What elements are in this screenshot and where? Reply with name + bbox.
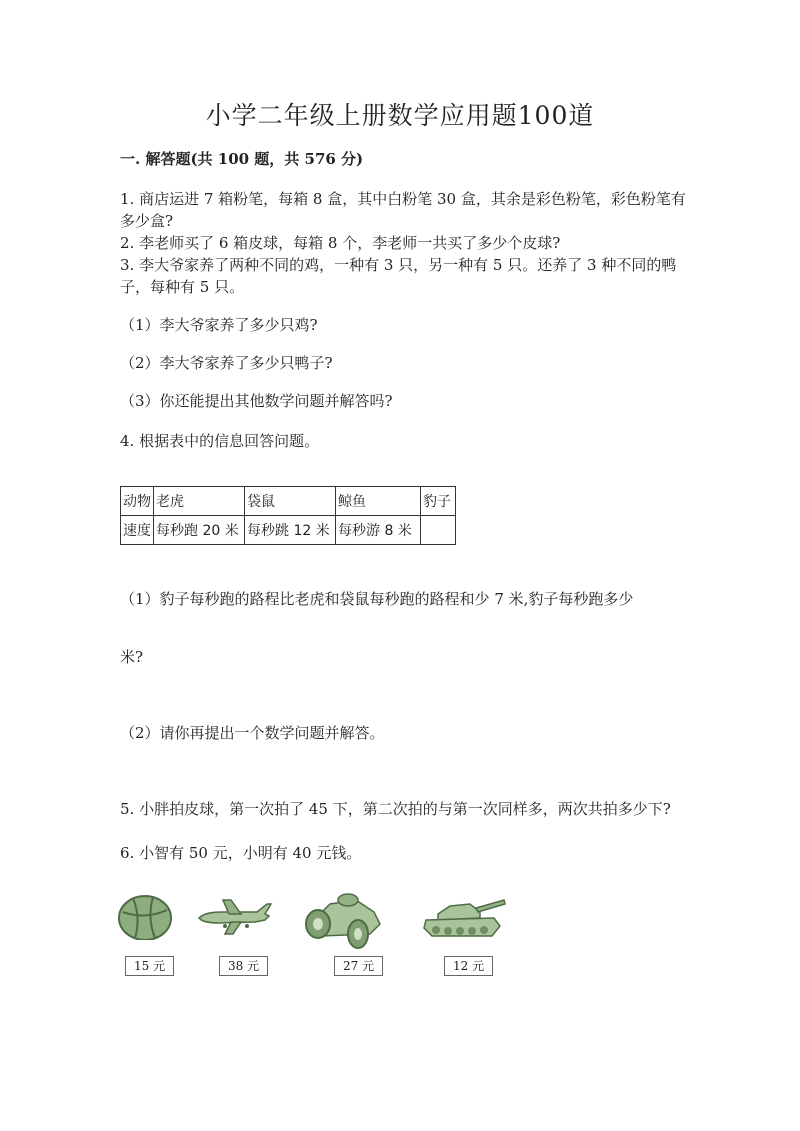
table-cell: 每秒游 8 米 bbox=[336, 516, 421, 545]
question-4-sub-2: （2）请你再提出一个数学问题并解答。 bbox=[120, 724, 385, 742]
toy-car bbox=[300, 890, 390, 980]
airplane-icon bbox=[195, 890, 275, 940]
table-cell: 每秒跳 12 米 bbox=[245, 516, 336, 545]
question-1: 1. 商店运进 7 箱粉笔，每箱 8 盒，其中白粉笔 30 盒，其余是彩色粉笔，彩色粉笔有多少盒? bbox=[120, 190, 686, 230]
toy-tank bbox=[420, 890, 510, 980]
speed-table bbox=[120, 486, 456, 545]
table-cell: 每秒跑 20 米 bbox=[154, 516, 245, 545]
table-cell: 老虎 bbox=[154, 487, 245, 516]
table-cell: 动物 bbox=[121, 487, 154, 516]
table-cell: 袋鼠 bbox=[245, 487, 336, 516]
table-cell: 速度 bbox=[121, 516, 154, 545]
table-cell bbox=[421, 516, 456, 545]
toy-price-figure bbox=[115, 890, 535, 980]
toy-ball bbox=[115, 890, 205, 980]
section-header: 一. 解答题(共 100 题，共 576 分) bbox=[120, 150, 364, 168]
table-row bbox=[121, 487, 456, 516]
question-3-sub-3: （3）你还能提出其他数学问题并解答吗? bbox=[120, 392, 393, 410]
page-title: 小学二年级上册数学应用题100道 bbox=[205, 101, 595, 130]
question-4: 4. 根据表中的信息回答问题。 bbox=[120, 432, 320, 450]
table-cell: 豹子 bbox=[421, 487, 456, 516]
question-3: 3. 李大爷家养了两种不同的鸡，一种有 3 只，另一种有 5 只。还养了 3 种不同的鸭子，每种有 5 只。 bbox=[120, 256, 677, 296]
tank-icon bbox=[420, 890, 510, 946]
question-4-sub-1-line-2: 米? bbox=[120, 648, 144, 666]
question-3-sub-1: （1）李大爷家养了多少只鸡? bbox=[120, 316, 318, 334]
question-2: 2. 李老师买了 6 箱皮球，每箱 8 个，李老师一共买了多少个皮球? bbox=[120, 234, 561, 252]
question-4-sub-1-line-1: （1）豹子每秒跑的路程比老虎和袋鼠每秒跑的路程和少 7 米,豹子每秒跑多少 bbox=[120, 590, 634, 608]
question-3-sub-2: （2）李大爷家养了多少只鸭子? bbox=[120, 354, 333, 372]
table-cell: 鲸鱼 bbox=[336, 487, 421, 516]
price-label: 38 元 bbox=[219, 956, 268, 976]
ball-icon bbox=[115, 890, 175, 940]
price-label: 12 元 bbox=[444, 956, 493, 976]
question-6: 6. 小智有 50 元，小明有 40 元钱。 bbox=[120, 844, 362, 862]
toy-airplane bbox=[195, 890, 285, 980]
price-label: 27 元 bbox=[334, 956, 383, 976]
table-row bbox=[121, 516, 456, 545]
question-5: 5. 小胖拍皮球，第一次拍了 45 下，第二次拍的与第一次同样多，两次共拍多少下? bbox=[120, 800, 671, 818]
price-label: 15 元 bbox=[125, 956, 174, 976]
car-icon bbox=[300, 890, 390, 952]
